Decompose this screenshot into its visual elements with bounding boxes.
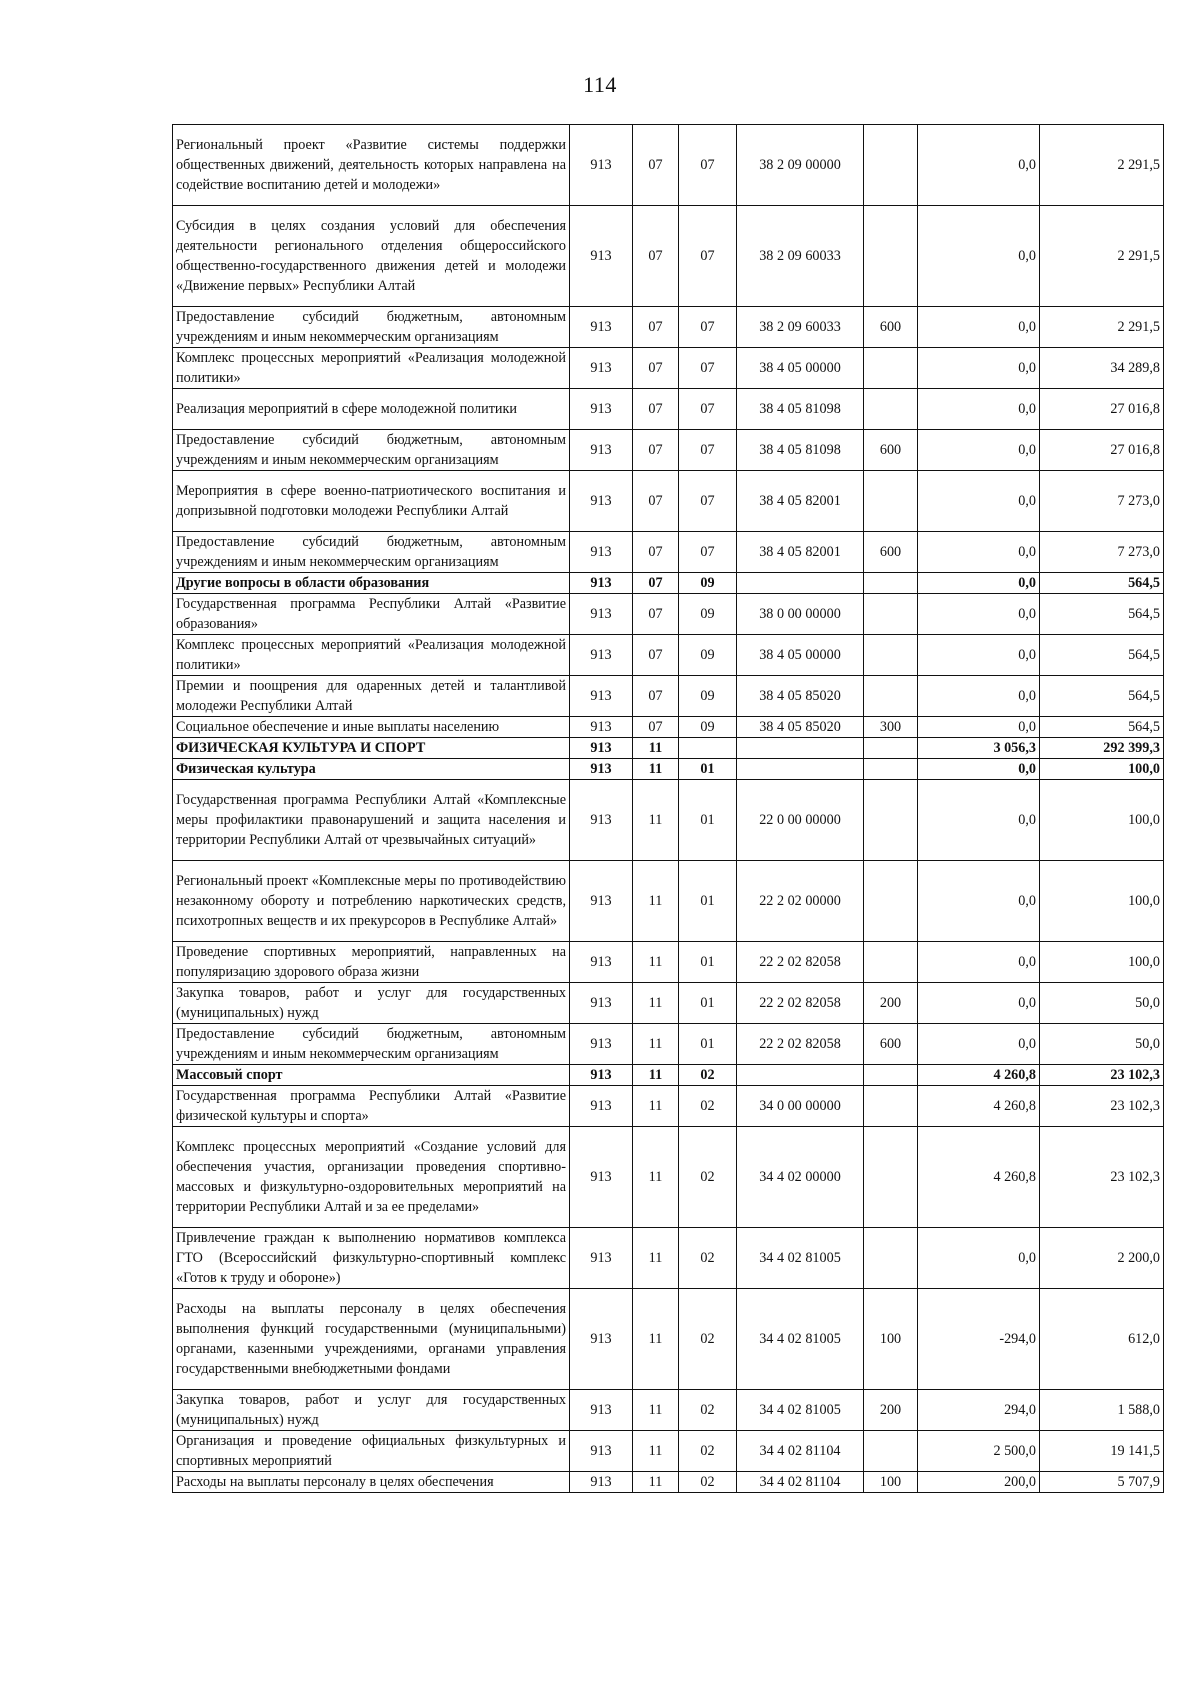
page-number: 114 [583, 72, 617, 97]
cell-expense-type [864, 206, 918, 307]
table-body [173, 125, 1164, 1493]
cell-grbs: 913 [570, 471, 633, 532]
table-row [173, 1024, 1164, 1065]
cell-subsection: 07 [679, 389, 737, 430]
cell-name: Предоставление субсидий бюджетным, автономным учреждениям и иным некоммерческим организациям [173, 532, 570, 573]
cell-section: 11 [633, 759, 679, 780]
cell-target-article: 38 4 05 00000 [737, 635, 864, 676]
cell-amount-change: 0,0 [918, 780, 1040, 861]
cell-section: 07 [633, 389, 679, 430]
cell-target-article [737, 759, 864, 780]
cell-subsection: 09 [679, 594, 737, 635]
cell-target-article: 38 2 09 00000 [737, 125, 864, 206]
cell-name: Физическая культура [173, 759, 570, 780]
table-row [173, 389, 1164, 430]
cell-subsection: 02 [679, 1431, 737, 1472]
cell-subsection: 01 [679, 780, 737, 861]
cell-amount-total: 5 707,9 [1040, 1472, 1164, 1493]
cell-name: Привлечение граждан к выполнению нормативов комплекса ГТО (Всероссийский физкультурно-спортивный комплекс «Готов к труду и обороне») [173, 1228, 570, 1289]
cell-expense-type [864, 1228, 918, 1289]
cell-subsection: 01 [679, 1024, 737, 1065]
cell-expense-type: 200 [864, 1390, 918, 1431]
cell-amount-change: 4 260,8 [918, 1086, 1040, 1127]
cell-target-article: 38 4 05 82001 [737, 532, 864, 573]
cell-subsection: 01 [679, 942, 737, 983]
cell-section: 07 [633, 348, 679, 389]
cell-name: Закупка товаров, работ и услуг для государственных (муниципальных) нужд [173, 983, 570, 1024]
cell-expense-type [864, 594, 918, 635]
table-row [173, 635, 1164, 676]
cell-amount-total: 100,0 [1040, 759, 1164, 780]
cell-section: 07 [633, 471, 679, 532]
cell-subsection: 02 [679, 1065, 737, 1086]
cell-amount-change: 0,0 [918, 594, 1040, 635]
cell-amount-change: 2 500,0 [918, 1431, 1040, 1472]
cell-grbs: 913 [570, 1086, 633, 1127]
cell-name: Комплекс процессных мероприятий «Реализация молодежной политики» [173, 348, 570, 389]
cell-section: 11 [633, 1228, 679, 1289]
cell-section: 11 [633, 1390, 679, 1431]
cell-section: 11 [633, 780, 679, 861]
cell-grbs: 913 [570, 780, 633, 861]
cell-section: 07 [633, 676, 679, 717]
cell-grbs: 913 [570, 532, 633, 573]
cell-grbs: 913 [570, 983, 633, 1024]
cell-target-article: 34 4 02 81005 [737, 1390, 864, 1431]
table-row [173, 1289, 1164, 1390]
table-row [173, 471, 1164, 532]
table-row [173, 1228, 1164, 1289]
cell-amount-change: 0,0 [918, 307, 1040, 348]
cell-amount-change: 0,0 [918, 125, 1040, 206]
cell-amount-total: 564,5 [1040, 717, 1164, 738]
table-row [173, 125, 1164, 206]
cell-amount-change: 0,0 [918, 717, 1040, 738]
cell-amount-total: 564,5 [1040, 594, 1164, 635]
cell-name: Региональный проект «Развитие системы поддержки общественных движений, деятельность которых направлена на содействие воспитанию детей и молодежи» [173, 125, 570, 206]
cell-section: 07 [633, 430, 679, 471]
cell-amount-total: 7 273,0 [1040, 471, 1164, 532]
cell-expense-type [864, 389, 918, 430]
cell-expense-type: 100 [864, 1289, 918, 1390]
cell-name: Государственная программа Республики Алтай «Комплексные меры профилактики правонарушений и защита населения и территории Республики Алтай от чрезвычайных ситуаций» [173, 780, 570, 861]
cell-grbs: 913 [570, 942, 633, 983]
cell-amount-total: 23 102,3 [1040, 1065, 1164, 1086]
cell-amount-total: 292 399,3 [1040, 738, 1164, 759]
cell-subsection: 02 [679, 1228, 737, 1289]
cell-expense-type [864, 471, 918, 532]
cell-subsection: 02 [679, 1289, 737, 1390]
cell-target-article: 34 4 02 81005 [737, 1228, 864, 1289]
table-row [173, 1065, 1164, 1086]
cell-grbs: 913 [570, 1431, 633, 1472]
cell-amount-total: 2 291,5 [1040, 307, 1164, 348]
cell-subsection: 01 [679, 983, 737, 1024]
cell-expense-type [864, 942, 918, 983]
cell-amount-total: 34 289,8 [1040, 348, 1164, 389]
cell-section: 11 [633, 1127, 679, 1228]
cell-grbs: 913 [570, 1228, 633, 1289]
cell-grbs: 913 [570, 348, 633, 389]
cell-section: 07 [633, 532, 679, 573]
cell-name: Расходы на выплаты персоналу в целях обеспечения выполнения функций государственными (муниципальными) органами, казенными учреждениями, органами управления государственными внебюджетными фондами [173, 1289, 570, 1390]
cell-expense-type [864, 676, 918, 717]
table-row [173, 573, 1164, 594]
table-row [173, 1431, 1164, 1472]
cell-amount-total: 100,0 [1040, 780, 1164, 861]
cell-name: Предоставление субсидий бюджетным, автономным учреждениям и иным некоммерческим организациям [173, 307, 570, 348]
cell-amount-total: 100,0 [1040, 861, 1164, 942]
cell-target-article: 22 2 02 82058 [737, 983, 864, 1024]
cell-section: 11 [633, 1065, 679, 1086]
cell-name: Социальное обеспечение и иные выплаты населению [173, 717, 570, 738]
cell-target-article: 38 4 05 85020 [737, 717, 864, 738]
cell-expense-type: 200 [864, 983, 918, 1024]
table-row [173, 676, 1164, 717]
cell-amount-change: 0,0 [918, 942, 1040, 983]
cell-subsection: 07 [679, 125, 737, 206]
cell-amount-total: 50,0 [1040, 1024, 1164, 1065]
cell-name: Государственная программа Республики Алтай «Развитие физической культуры и спорта» [173, 1086, 570, 1127]
cell-section: 07 [633, 307, 679, 348]
cell-subsection: 02 [679, 1472, 737, 1493]
cell-subsection: 02 [679, 1127, 737, 1228]
cell-name: Комплекс процессных мероприятий «Создание условий для обеспечения участия, организации проведения спортивно-массовых и физкультурно-оздоровительных мероприятий на территории Республики Алтай и за ее пределами» [173, 1127, 570, 1228]
cell-subsection: 09 [679, 717, 737, 738]
cell-expense-type [864, 348, 918, 389]
cell-section: 11 [633, 1086, 679, 1127]
cell-grbs: 913 [570, 717, 633, 738]
cell-expense-type [864, 759, 918, 780]
cell-name: Государственная программа Республики Алтай «Развитие образования» [173, 594, 570, 635]
cell-target-article: 38 4 05 00000 [737, 348, 864, 389]
cell-name: Организация и проведение официальных физкультурных и спортивных мероприятий [173, 1431, 570, 1472]
cell-target-article: 34 4 02 81104 [737, 1431, 864, 1472]
cell-amount-total: 7 273,0 [1040, 532, 1164, 573]
cell-target-article: 34 4 02 81104 [737, 1472, 864, 1493]
cell-expense-type [864, 635, 918, 676]
cell-name: Предоставление субсидий бюджетным, автономным учреждениям и иным некоммерческим организациям [173, 430, 570, 471]
cell-grbs: 913 [570, 1390, 633, 1431]
cell-section: 07 [633, 573, 679, 594]
cell-expense-type: 600 [864, 532, 918, 573]
cell-subsection: 07 [679, 471, 737, 532]
cell-target-article [737, 573, 864, 594]
cell-target-article: 38 4 05 82001 [737, 471, 864, 532]
cell-target-article: 22 2 02 00000 [737, 861, 864, 942]
table-row [173, 717, 1164, 738]
table-row [173, 430, 1164, 471]
cell-name: Субсидия в целях создания условий для обеспечения деятельности регионального отделения общероссийского общественно-государственного движения детей и молодежи «Движение первых» Республики Алтай [173, 206, 570, 307]
cell-amount-total: 23 102,3 [1040, 1086, 1164, 1127]
cell-grbs: 913 [570, 125, 633, 206]
cell-subsection: 09 [679, 635, 737, 676]
cell-target-article: 34 4 02 00000 [737, 1127, 864, 1228]
cell-expense-type [864, 780, 918, 861]
cell-grbs: 913 [570, 389, 633, 430]
cell-name: Массовый спорт [173, 1065, 570, 1086]
cell-amount-total: 2 200,0 [1040, 1228, 1164, 1289]
cell-amount-change: 0,0 [918, 430, 1040, 471]
cell-section: 11 [633, 983, 679, 1024]
cell-grbs: 913 [570, 573, 633, 594]
table-row [173, 1390, 1164, 1431]
cell-expense-type: 600 [864, 430, 918, 471]
cell-amount-total: 27 016,8 [1040, 389, 1164, 430]
cell-section: 11 [633, 861, 679, 942]
cell-section: 07 [633, 125, 679, 206]
cell-amount-total: 612,0 [1040, 1289, 1164, 1390]
cell-amount-change: 0,0 [918, 389, 1040, 430]
cell-target-article: 38 4 05 81098 [737, 430, 864, 471]
cell-name: ФИЗИЧЕСКАЯ КУЛЬТУРА И СПОРТ [173, 738, 570, 759]
cell-section: 11 [633, 1472, 679, 1493]
cell-subsection: 01 [679, 759, 737, 780]
cell-expense-type: 600 [864, 307, 918, 348]
cell-grbs: 913 [570, 1065, 633, 1086]
budget-table [172, 124, 1164, 1493]
table-row [173, 738, 1164, 759]
cell-amount-change: 0,0 [918, 348, 1040, 389]
table-row [173, 532, 1164, 573]
cell-amount-total: 2 291,5 [1040, 206, 1164, 307]
cell-name: Закупка товаров, работ и услуг для государственных (муниципальных) нужд [173, 1390, 570, 1431]
table-row [173, 861, 1164, 942]
cell-grbs: 913 [570, 1127, 633, 1228]
cell-target-article: 38 2 09 60033 [737, 206, 864, 307]
table-row [173, 780, 1164, 861]
cell-target-article: 34 0 00 00000 [737, 1086, 864, 1127]
cell-expense-type [864, 1065, 918, 1086]
cell-target-article: 22 2 02 82058 [737, 942, 864, 983]
cell-section: 11 [633, 942, 679, 983]
cell-amount-total: 564,5 [1040, 676, 1164, 717]
cell-name: Премии и поощрения для одаренных детей и талантливой молодежи Республики Алтай [173, 676, 570, 717]
cell-section: 07 [633, 206, 679, 307]
cell-grbs: 913 [570, 635, 633, 676]
cell-subsection: 07 [679, 532, 737, 573]
cell-expense-type [864, 125, 918, 206]
cell-amount-total: 19 141,5 [1040, 1431, 1164, 1472]
cell-name: Предоставление субсидий бюджетным, автономным учреждениям и иным некоммерческим организациям [173, 1024, 570, 1065]
cell-amount-total: 50,0 [1040, 983, 1164, 1024]
cell-grbs: 913 [570, 206, 633, 307]
cell-expense-type [864, 1431, 918, 1472]
cell-name: Комплекс процессных мероприятий «Реализация молодежной политики» [173, 635, 570, 676]
cell-name: Расходы на выплаты персоналу в целях обеспечения [173, 1472, 570, 1493]
table-row [173, 594, 1164, 635]
cell-amount-total: 23 102,3 [1040, 1127, 1164, 1228]
cell-grbs: 913 [570, 676, 633, 717]
table-row [173, 983, 1164, 1024]
cell-name: Проведение спортивных мероприятий, направленных на популяризацию здорового образа жизни [173, 942, 570, 983]
cell-subsection [679, 738, 737, 759]
cell-grbs: 913 [570, 594, 633, 635]
table-row [173, 1472, 1164, 1493]
table-row [173, 759, 1164, 780]
cell-amount-change: 200,0 [918, 1472, 1040, 1493]
cell-grbs: 913 [570, 1472, 633, 1493]
cell-amount-total: 564,5 [1040, 573, 1164, 594]
cell-grbs: 913 [570, 1289, 633, 1390]
cell-section: 07 [633, 594, 679, 635]
cell-target-article [737, 1065, 864, 1086]
cell-target-article: 38 2 09 60033 [737, 307, 864, 348]
cell-target-article: 22 0 00 00000 [737, 780, 864, 861]
cell-grbs: 913 [570, 861, 633, 942]
cell-amount-change: 4 260,8 [918, 1127, 1040, 1228]
cell-section: 07 [633, 635, 679, 676]
cell-amount-change: 0,0 [918, 1024, 1040, 1065]
cell-target-article: 38 0 00 00000 [737, 594, 864, 635]
cell-section: 11 [633, 1431, 679, 1472]
cell-target-article: 22 2 02 82058 [737, 1024, 864, 1065]
cell-name: Реализация мероприятий в сфере молодежной политики [173, 389, 570, 430]
cell-subsection: 01 [679, 861, 737, 942]
cell-amount-change: 0,0 [918, 759, 1040, 780]
cell-name: Мероприятия в сфере военно-патриотического воспитания и допризывной подготовки молодежи Республики Алтай [173, 471, 570, 532]
cell-expense-type [864, 1086, 918, 1127]
cell-subsection: 07 [679, 307, 737, 348]
cell-expense-type [864, 861, 918, 942]
cell-amount-change: 0,0 [918, 983, 1040, 1024]
cell-amount-change: 0,0 [918, 471, 1040, 532]
cell-name: Региональный проект «Комплексные меры по противодействию незаконному обороту и потреблению наркотических средств, психотропных веществ и их прекурсоров в Республике Алтай» [173, 861, 570, 942]
cell-grbs: 913 [570, 430, 633, 471]
cell-expense-type: 600 [864, 1024, 918, 1065]
cell-grbs: 913 [570, 307, 633, 348]
cell-amount-total: 2 291,5 [1040, 125, 1164, 206]
cell-amount-change: 0,0 [918, 573, 1040, 594]
cell-target-article [737, 738, 864, 759]
cell-section: 07 [633, 717, 679, 738]
cell-target-article: 38 4 05 81098 [737, 389, 864, 430]
cell-amount-change: 0,0 [918, 676, 1040, 717]
cell-grbs: 913 [570, 1024, 633, 1065]
table-row [173, 307, 1164, 348]
cell-expense-type [864, 573, 918, 594]
cell-amount-change: 294,0 [918, 1390, 1040, 1431]
table-row [173, 1086, 1164, 1127]
cell-amount-change: 0,0 [918, 532, 1040, 573]
cell-amount-change: -294,0 [918, 1289, 1040, 1390]
table-row [173, 206, 1164, 307]
cell-target-article: 38 4 05 85020 [737, 676, 864, 717]
cell-section: 11 [633, 738, 679, 759]
cell-subsection: 07 [679, 206, 737, 307]
cell-subsection: 07 [679, 430, 737, 471]
cell-expense-type: 300 [864, 717, 918, 738]
cell-amount-total: 1 588,0 [1040, 1390, 1164, 1431]
cell-name: Другие вопросы в области образования [173, 573, 570, 594]
cell-amount-change: 0,0 [918, 1228, 1040, 1289]
cell-grbs: 913 [570, 759, 633, 780]
cell-expense-type [864, 738, 918, 759]
cell-subsection: 09 [679, 676, 737, 717]
cell-grbs: 913 [570, 738, 633, 759]
cell-subsection: 02 [679, 1390, 737, 1431]
cell-amount-total: 100,0 [1040, 942, 1164, 983]
cell-amount-change: 0,0 [918, 861, 1040, 942]
cell-amount-total: 564,5 [1040, 635, 1164, 676]
table-row [173, 942, 1164, 983]
cell-subsection: 02 [679, 1086, 737, 1127]
table-row [173, 348, 1164, 389]
cell-amount-change: 0,0 [918, 206, 1040, 307]
cell-subsection: 07 [679, 348, 737, 389]
cell-target-article: 34 4 02 81005 [737, 1289, 864, 1390]
table-row [173, 1127, 1164, 1228]
cell-expense-type: 100 [864, 1472, 918, 1493]
cell-expense-type [864, 1127, 918, 1228]
cell-amount-change: 0,0 [918, 635, 1040, 676]
cell-subsection: 09 [679, 573, 737, 594]
cell-section: 11 [633, 1024, 679, 1065]
cell-section: 11 [633, 1289, 679, 1390]
cell-amount-change: 3 056,3 [918, 738, 1040, 759]
cell-amount-total: 27 016,8 [1040, 430, 1164, 471]
cell-amount-change: 4 260,8 [918, 1065, 1040, 1086]
